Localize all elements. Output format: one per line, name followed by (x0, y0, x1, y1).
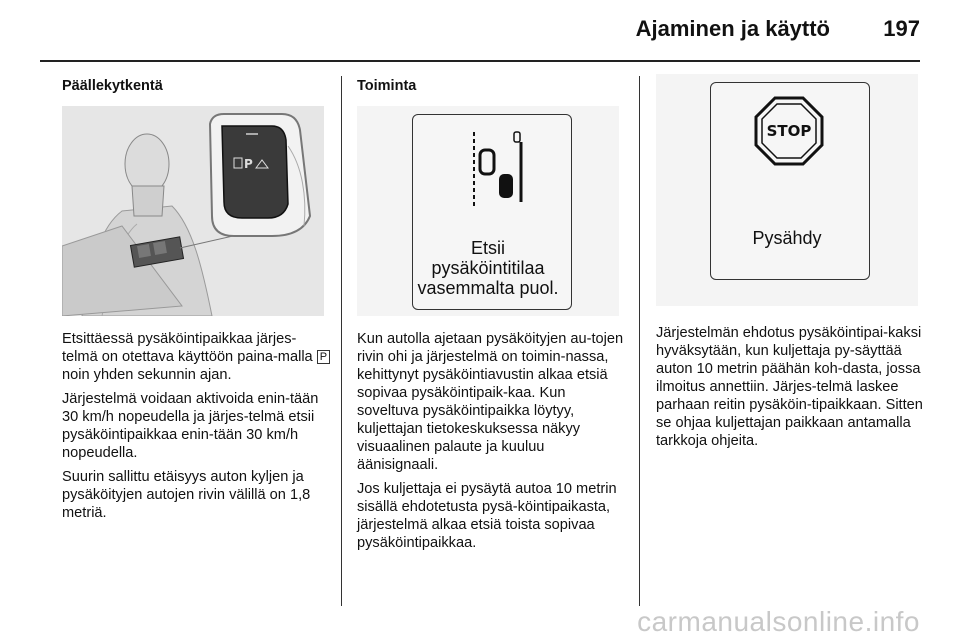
paragraph: Suurin sallittu etäisyys auton kyljen ja pysäköityjen autojen rivin välillä on 1,8 metriä. (62, 469, 311, 521)
parking-graphic (357, 106, 619, 216)
paragraph (62, 330, 332, 384)
paragraph: Järjestelmä voidaan aktivoida enin-tään 30 km/h nopeudella ja järjes-telmä etsii pysäköintipaikkaa enin-tään 30 km/h nopeudella. (62, 391, 319, 461)
gear-console-drawing (62, 106, 324, 316)
column-divider (341, 76, 342, 606)
park-assist-icon: P (317, 350, 330, 364)
column-stop (656, 74, 924, 456)
display-message-line: Etsii (470, 238, 505, 258)
column-divider (639, 76, 640, 606)
page-header (40, 0, 920, 58)
section-heading: Toiminta (357, 78, 417, 94)
stop-sign-text: STOP (766, 122, 812, 140)
display-message: Pysähdy (752, 228, 822, 248)
column-operation (357, 74, 627, 558)
paragraph: Jos kuljettaja ei pysäytä autoa 10 metrin sisällä ehdotetusta pysä-köintipaikasta, järjestelmä alkaa etsiä toista sopivaa pysäköintipaikkaa. (357, 481, 617, 551)
driver-info-display-stop (656, 74, 918, 306)
header-divider (40, 60, 920, 62)
page-number: 197 (883, 16, 920, 41)
stop-sign-icon (754, 96, 824, 166)
driver-info-display-search (357, 106, 619, 316)
text-span: Etsittäessä pysäköintipaikkaa järjes-telmä on otettava käyttöön paina-malla (62, 331, 317, 365)
console-illustration (62, 106, 324, 316)
page-title: Ajaminen ja käyttö (635, 16, 830, 41)
text-span: noin yhden sekunnin ajan. (62, 367, 232, 383)
watermark: carmanualsonline.info (637, 606, 920, 637)
park-assist-button-label: P (244, 157, 253, 171)
paragraph: Kun autolla ajetaan pysäköityjen au-tojen rivin ohi ja järjestelmä on toimin-nassa, kehittynyt pysäköintiavustin alkaa etsiä sopivaa pysäköintipaik-kaa. Kun soveltuva pysäköintipaikka löytyy, kuljettajan tietokeskuksessa näkyy visuaalinen palaute ja kuuluu äänisignaali. (357, 331, 624, 473)
display-message-line: vasemmalta puol. (417, 278, 559, 298)
column-activation (62, 74, 332, 528)
display-message-line: pysäköintitilaa (431, 258, 545, 278)
paragraph: Järjestelmän ehdotus pysäköintipai-kaksi hyväksytään, kun kuljettaja py-säyttää auton 10 metrin päähän koh-dasta, jossa ilmoitus annettiin. Järjes-telmä laskee parhaan reitin pysäköin-tipaikkaan. Sitten se ohjaa kuljettajan paikkaan antamalla tarkkoja ohjeita. (656, 325, 923, 449)
section-heading: Päällekytkentä (62, 78, 163, 94)
